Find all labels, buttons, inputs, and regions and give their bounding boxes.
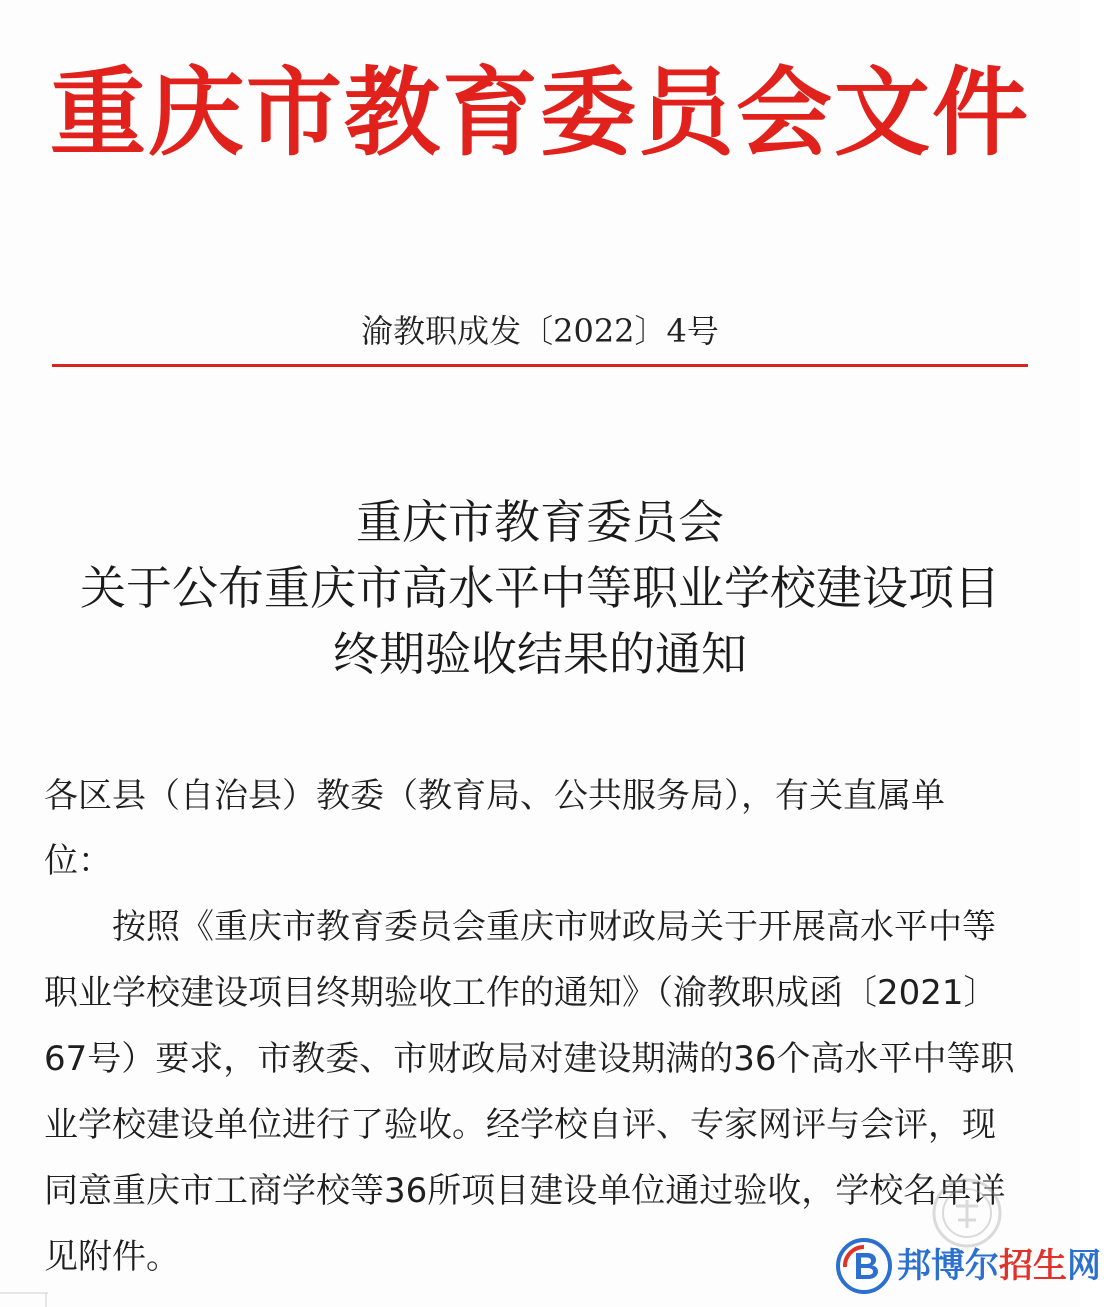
document-number: 渝教职成发〔2022〕4号 [361,312,719,350]
recipients-line-2: 位： [44,841,112,881]
paragraph-line-6: 见附件。 [44,1237,180,1277]
paragraph-line-5: 同意重庆市工商学校等36所项目建设单位通过验收，学校名单详 [44,1171,1006,1211]
paragraph-line-3: 67号）要求，市教委、市财政局对建设期满的36个高水平中等职 [44,1039,1015,1079]
paragraph-line-4: 业学校建设单位进行了验收。经学校自评、专家网评与会评，现 [44,1105,996,1145]
b-logo-icon [835,1237,893,1295]
paragraph-line-1: 按照《重庆市教育委员会重庆市财政局关于开展高水平中等 [112,907,996,947]
notice-title-line-2: 关于公布重庆市高水平中等职业学校建设项目 [80,561,1000,615]
watermark-brand-text: 邦博尔招生网 [897,1246,1101,1286]
issuer-title: 重庆市教育委员会文件 [50,57,1030,169]
notice-title-line-3: 终期验收结果的通知 [333,627,747,681]
site-watermark [835,1233,1101,1299]
notice-title-line-1: 重庆市教育委员会 [356,495,724,549]
paragraph-line-2: 职业学校建设项目终期验收工作的通知》（渝教职成函〔2021〕 [44,973,998,1013]
red-divider-rule [52,364,1028,367]
page-corner-mark [0,1291,50,1307]
recipients-line-1: 各区县（自治县）教委（教育局、公共服务局），有关直属单 [44,776,945,816]
